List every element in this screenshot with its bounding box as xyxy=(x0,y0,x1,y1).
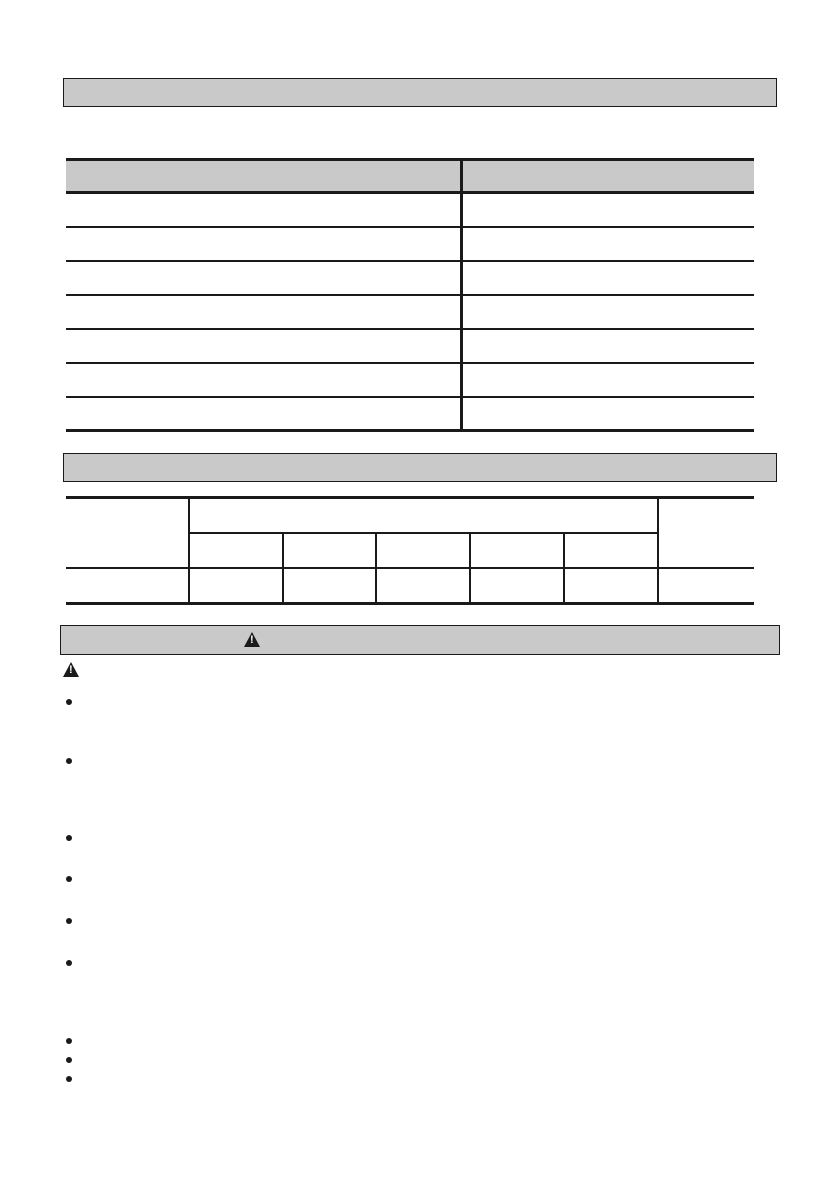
table-rule xyxy=(66,191,754,194)
warning-triangle-icon xyxy=(244,632,260,647)
specifications-table xyxy=(66,158,754,432)
table-rule xyxy=(66,294,754,296)
specifications-table-header xyxy=(66,158,754,192)
table-rule xyxy=(188,532,657,534)
bullet-icon xyxy=(66,699,72,705)
bullet-icon xyxy=(66,1076,72,1082)
table-rule xyxy=(66,429,754,432)
table-rule xyxy=(66,260,754,262)
table-column-divider xyxy=(460,158,463,432)
warning-triangle-icon xyxy=(63,662,79,677)
bullet-icon xyxy=(66,1057,72,1063)
warnings-section-band xyxy=(60,625,780,655)
table-rule xyxy=(66,567,754,569)
table-column-divider xyxy=(563,532,565,605)
bullet-icon xyxy=(66,1038,72,1044)
oil-table xyxy=(66,496,754,606)
bullet-icon xyxy=(66,876,72,882)
table-rule xyxy=(66,328,754,330)
table-rule xyxy=(66,158,754,161)
table-column-divider xyxy=(657,496,659,605)
bullet-icon xyxy=(66,835,72,841)
table-rule xyxy=(66,226,754,228)
bullet-icon xyxy=(66,960,72,966)
specifications-section-band xyxy=(63,78,777,107)
table-rule xyxy=(66,496,754,499)
table-column-divider xyxy=(375,532,377,605)
table-rule xyxy=(66,362,754,364)
bullet-icon xyxy=(66,758,72,764)
oil-section-band xyxy=(63,453,777,482)
table-rule xyxy=(66,602,754,605)
table-column-divider xyxy=(188,496,190,605)
table-rule xyxy=(66,396,754,398)
bullet-icon xyxy=(66,918,72,924)
table-column-divider xyxy=(469,532,471,605)
table-column-divider xyxy=(282,532,284,605)
